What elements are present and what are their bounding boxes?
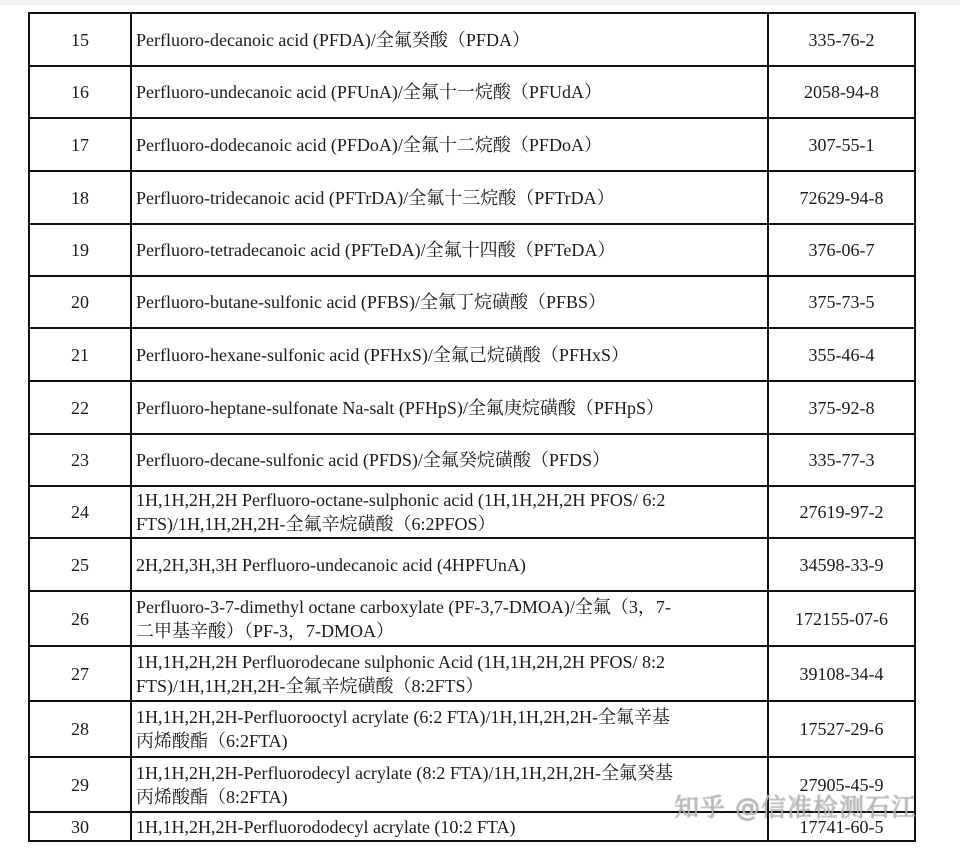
compound-name-line: Perfluoro-tetradecanoic acid (PFTeDA)/全氟十四酸（PFTeDA） <box>136 240 616 260</box>
watermark: 知乎 @信准检测石江 <box>674 793 917 822</box>
compound-name-line: 丙烯酸酯（8:2FTA) <box>136 786 288 807</box>
compound-name-cell <box>131 66 768 118</box>
table-row <box>29 701 915 757</box>
compound-name-line: 1H,1H,2H,2H-Perfluorododecyl acrylate (10:2 FTA) <box>136 816 516 837</box>
row-number-cell: 20 <box>29 276 131 328</box>
compound-name-cell <box>131 434 768 486</box>
cas-number-cell: 375-73-5 <box>768 276 915 328</box>
row-number-cell: 19 <box>29 224 131 276</box>
cas-number-cell: 39108-34-4 <box>768 646 915 701</box>
table-row <box>29 591 915 646</box>
table-body <box>29 13 915 841</box>
table-row <box>29 434 915 486</box>
cas-number-cell: 17741-60-5 <box>768 812 915 841</box>
compound-name-cell <box>131 486 768 538</box>
compound-name-cell <box>131 328 768 381</box>
compound-name-line: FTS)/1H,1H,2H,2H-全氟辛烷磺酸（6:2PFOS） <box>136 514 496 534</box>
table-row <box>29 757 915 812</box>
row-number-cell: 29 <box>29 757 131 812</box>
compound-name-cell <box>131 171 768 224</box>
compound-name-cell <box>131 118 768 171</box>
compound-name-cell <box>131 812 768 841</box>
compound-name-line: Perfluoro-3-7-dimethyl octane carboxylate (PF-3,7-DMOA)/全氟（3，7- <box>136 596 671 617</box>
row-number-cell: 24 <box>29 486 131 538</box>
compound-name-cell <box>131 757 768 812</box>
compound-name-cell <box>131 591 768 646</box>
row-number-cell: 30 <box>29 812 131 841</box>
compound-name-line: Perfluoro-butane-sulfonic acid (PFBS)/全氟丁烷磺酸（PFBS） <box>136 292 606 312</box>
compound-name-line: 2H,2H,3H,3H Perfluoro-undecanoic acid (4HPFUnA) <box>136 554 526 575</box>
table-row <box>29 13 915 66</box>
compound-name-line: 丙烯酸酯（6:2FTA) <box>136 731 288 751</box>
compound-name-line: Perfluoro-decanoic acid (PFDA)/全氟癸酸（PFDA） <box>136 29 530 50</box>
row-number-cell: 21 <box>29 328 131 381</box>
compound-name-line: 二甲基辛酸）（PF-3，7-DMOA） <box>136 620 395 641</box>
cas-number-cell: 307-55-1 <box>768 118 915 171</box>
cas-number-cell: 72629-94-8 <box>768 171 915 224</box>
row-number-cell: 25 <box>29 538 131 591</box>
table-row <box>29 381 915 434</box>
table-row <box>29 812 915 841</box>
compound-name-cell <box>131 224 768 276</box>
page-top-band <box>0 0 960 5</box>
cas-number-cell: 335-76-2 <box>768 13 915 66</box>
row-number-cell: 27 <box>29 646 131 701</box>
compound-name-line: 1H,1H,2H,2H Perfluorodecane sulphonic Acid (1H,1H,2H,2H PFOS/ 8:2 <box>136 651 665 672</box>
compound-name-line: Perfluoro-hexane-sulfonic acid (PFHxS)/全氟己烷磺酸（PFHxS） <box>136 344 629 365</box>
table-row <box>29 171 915 224</box>
cas-number-cell: 2058-94-8 <box>768 66 915 118</box>
cas-number-cell: 375-92-8 <box>768 381 915 434</box>
compound-name-line: Perfluoro-decane-sulfonic acid (PFDS)/全氟癸烷磺酸（PFDS） <box>136 450 610 470</box>
compound-name-cell <box>131 13 768 66</box>
compound-name-line: Perfluoro-undecanoic acid (PFUnA)/全氟十一烷酸（PFUdA） <box>136 82 602 102</box>
compound-name-line: 1H,1H,2H,2H-Perfluorooctyl acrylate (6:2 FTA)/1H,1H,2H,2H-全氟辛基 <box>136 707 670 727</box>
row-number-cell: 28 <box>29 701 131 757</box>
compound-name-cell <box>131 381 768 434</box>
compound-name-cell <box>131 276 768 328</box>
pfas-compound-table <box>28 12 916 842</box>
cas-number-cell: 27619-97-2 <box>768 486 915 538</box>
table-row <box>29 276 915 328</box>
row-number-cell: 26 <box>29 591 131 646</box>
row-number-cell: 17 <box>29 118 131 171</box>
table-row <box>29 538 915 591</box>
compound-name-line: 1H,1H,2H,2H-Perfluorodecyl acrylate (8:2 FTA)/1H,1H,2H,2H-全氟癸基 <box>136 762 673 783</box>
row-number-cell: 23 <box>29 434 131 486</box>
cas-number-cell: 172155-07-6 <box>768 591 915 646</box>
table-row <box>29 328 915 381</box>
compound-name-line: FTS)/1H,1H,2H,2H-全氟辛烷磺酸（8:2FTS） <box>136 675 484 696</box>
compound-name-cell <box>131 646 768 701</box>
row-number-cell: 15 <box>29 13 131 66</box>
table-row <box>29 646 915 701</box>
cas-number-cell: 335-77-3 <box>768 434 915 486</box>
table-row <box>29 118 915 171</box>
cas-number-cell: 27905-45-9 <box>768 757 915 812</box>
table-row <box>29 66 915 118</box>
compound-name-cell <box>131 701 768 757</box>
row-number-cell: 22 <box>29 381 131 434</box>
compound-name-line: Perfluoro-heptane-sulfonate Na-salt (PFHpS)/全氟庚烷磺酸（PFHpS） <box>136 397 664 418</box>
cas-number-cell: 34598-33-9 <box>768 538 915 591</box>
row-number-cell: 16 <box>29 66 131 118</box>
compound-name-line: Perfluoro-tridecanoic acid (PFTrDA)/全氟十三烷酸（PFTrDA） <box>136 187 615 208</box>
cas-number-cell: 17527-29-6 <box>768 701 915 757</box>
compound-name-cell <box>131 538 768 591</box>
cas-number-cell: 376-06-7 <box>768 224 915 276</box>
table-row <box>29 224 915 276</box>
compound-name-line: 1H,1H,2H,2H Perfluoro-octane-sulphonic acid (1H,1H,2H,2H PFOS/ 6:2 <box>136 490 666 510</box>
row-number-cell: 18 <box>29 171 131 224</box>
cas-number-cell: 355-46-4 <box>768 328 915 381</box>
table-row <box>29 486 915 538</box>
compound-name-line: Perfluoro-dodecanoic acid (PFDoA)/全氟十二烷酸（PFDoA） <box>136 134 602 155</box>
